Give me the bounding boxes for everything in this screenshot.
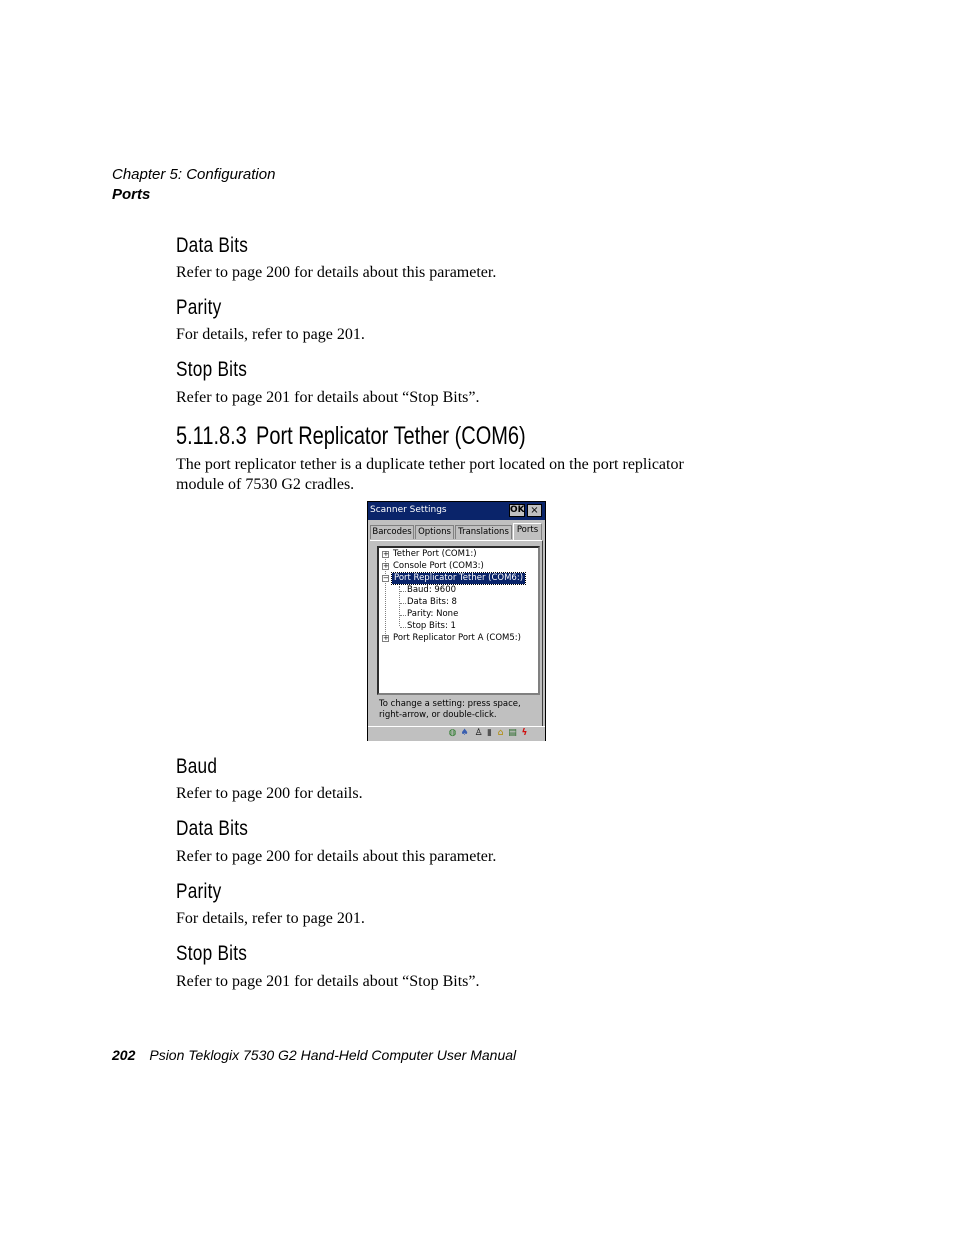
section-paragraph: The port replicator tether is a duplicate tether port located on the port replicator module of 7530 G2 cradles.	[176, 456, 684, 493]
globe-icon[interactable]: ◍	[448, 728, 457, 738]
chapter-label: Chapter 5: Configuration	[112, 166, 276, 183]
tree-connector	[399, 586, 400, 626]
text-stop-bits-2: Refer to page 201 for details about “Stop Bits”.	[176, 973, 480, 990]
expand-icon[interactable]: +	[383, 550, 389, 558]
section-label: Ports	[112, 186, 151, 203]
person-icon[interactable]: ♙	[474, 728, 483, 738]
page-footer	[112, 1047, 516, 1063]
heading-parity-2: Parity	[176, 880, 222, 903]
text-data-bits: Refer to page 200 for details about this parameter.	[176, 264, 497, 281]
text-parity: For details, refer to page 201.	[176, 326, 365, 343]
text-baud: Refer to page 200 for details.	[176, 785, 363, 802]
title-bar	[368, 502, 545, 520]
section-title: Port Replicator Tether (COM6)	[256, 422, 526, 450]
battery-icon[interactable]: ▤	[508, 728, 517, 738]
tab-ports[interactable]: Ports	[513, 523, 542, 540]
heading-stop-bits: Stop Bits	[176, 358, 248, 381]
taskbar	[368, 726, 545, 741]
network-icon[interactable]: ♠	[460, 728, 469, 738]
tree-item-data-bits[interactable]: Data Bits: 8	[407, 597, 457, 607]
tree-item-stop-bits[interactable]: Stop Bits: 1	[407, 621, 456, 631]
tab-translations[interactable]: Translations	[455, 525, 512, 539]
tree-connector	[400, 591, 406, 592]
ok-button[interactable]: OK	[510, 505, 525, 515]
text-data-bits-2: Refer to page 200 for details about this parameter.	[176, 848, 497, 865]
tree-item-port-replicator-tether[interactable]: Port Replicator Tether (COM6:)	[394, 573, 524, 583]
text-parity-2: For details, refer to page 201.	[176, 910, 365, 927]
heading-data-bits-2: Data Bits	[176, 817, 249, 840]
scanner-settings-screenshot	[367, 501, 546, 741]
page-number: 202	[112, 1047, 136, 1063]
close-button[interactable]: ×	[527, 504, 542, 517]
heading-data-bits: Data Bits	[176, 234, 249, 257]
window-title: Scanner Settings	[370, 505, 447, 515]
section-heading	[176, 422, 526, 451]
tree-connector	[400, 615, 406, 616]
scanner-icon[interactable]: ▮	[487, 728, 492, 738]
tree-item-tether-port[interactable]: Tether Port (COM1:)	[393, 549, 477, 559]
hint-text: To change a setting: press space, right-arrow, or double-click.	[379, 699, 521, 720]
expand-icon[interactable]: +	[383, 634, 389, 642]
tab-barcodes[interactable]: Barcodes	[370, 525, 414, 539]
power-icon[interactable]: ϟ	[521, 728, 528, 738]
heading-baud: Baud	[176, 755, 218, 778]
heading-parity: Parity	[176, 296, 222, 319]
manual-title: Psion Teklogix 7530 G2 Hand-Held Computer User Manual	[149, 1047, 517, 1063]
expand-icon[interactable]: +	[383, 562, 389, 570]
tree-item-port-a[interactable]: Port Replicator Port A (COM5:)	[393, 633, 521, 643]
tree-connector	[400, 603, 406, 604]
lock-icon[interactable]: ⌂	[497, 728, 504, 738]
port-tree[interactable]	[377, 546, 540, 695]
tree-item-baud[interactable]: Baud: 9600	[407, 585, 457, 595]
tree-item-parity[interactable]: Parity: None	[407, 609, 459, 619]
collapse-icon[interactable]: −	[383, 574, 389, 582]
tab-options[interactable]: Options	[415, 525, 454, 539]
section-number: 5.11.8.3	[176, 422, 247, 450]
tree-connector	[400, 627, 406, 628]
tree-item-console-port[interactable]: Console Port (COM3:)	[393, 561, 484, 571]
heading-stop-bits-2: Stop Bits	[176, 942, 248, 965]
text-stop-bits: Refer to page 201 for details about “Stop Bits”.	[176, 389, 480, 406]
